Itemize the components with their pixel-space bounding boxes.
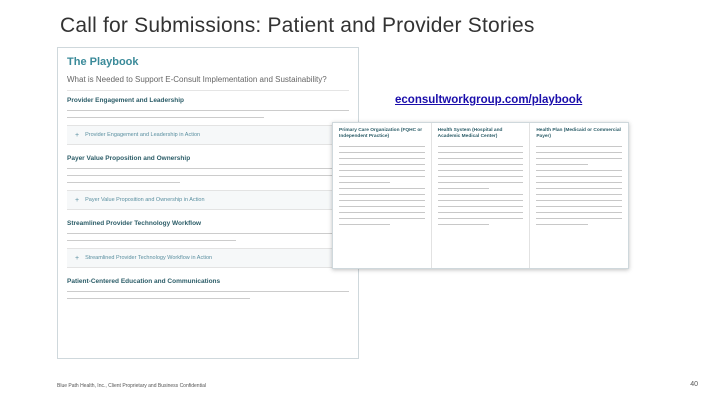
section-patient-education [58, 272, 358, 301]
column-title: Health Plan (Medicaid or Commercial Payer) [536, 128, 621, 139]
column-health-plan [530, 123, 628, 268]
page-number: 40 [690, 381, 698, 388]
playbook-title: The Playbook [67, 56, 139, 68]
playbook-screenshot [57, 47, 359, 359]
accordion-label: Payer Value Proposition and Ownership in Action [85, 197, 205, 203]
column-primary-care [333, 123, 432, 268]
organization-types-panel [332, 122, 629, 269]
section-description [67, 107, 349, 120]
section-title: Streamlined Provider Technology Workflow [67, 220, 202, 227]
plus-icon: + [75, 131, 80, 139]
section-payer-value [58, 149, 358, 210]
accordion-label: Provider Engagement and Leadership in Action [85, 132, 201, 138]
section-technology-workflow [58, 214, 358, 268]
section-provider-engagement [58, 91, 358, 145]
column-title: Health System (Hospital and Academic Medical Center) [437, 128, 503, 139]
accordion-provider-engagement[interactable] [67, 125, 349, 145]
confidential-footer: Blue Path Health, Inc., Client Proprietary and Business Confidential [57, 383, 206, 389]
plus-icon: + [75, 196, 80, 204]
section-description [67, 230, 349, 243]
section-title: Provider Engagement and Leadership [67, 97, 185, 104]
column-health-system [432, 123, 531, 268]
playbook-link[interactable]: econsultworkgroup.com/playbook [395, 94, 583, 106]
section-description [67, 288, 349, 301]
section-title: Payer Value Proposition and Ownership [67, 155, 191, 162]
accordion-payer-value[interactable] [67, 190, 349, 210]
playbook-subtitle: What is Needed to Support E-Consult Implementation and Sustainability? [67, 75, 349, 91]
section-title: Patient-Centered Education and Communications [67, 278, 221, 285]
section-description [67, 165, 349, 185]
plus-icon: + [75, 254, 80, 262]
accordion-technology-workflow[interactable] [67, 248, 349, 268]
accordion-label: Streamlined Provider Technology Workflow in Action [85, 255, 213, 261]
slide-title: Call for Submissions: Patient and Provider Stories [60, 14, 535, 37]
column-title: Primary Care Organization (FQHC or Independent Practice) [339, 128, 423, 139]
